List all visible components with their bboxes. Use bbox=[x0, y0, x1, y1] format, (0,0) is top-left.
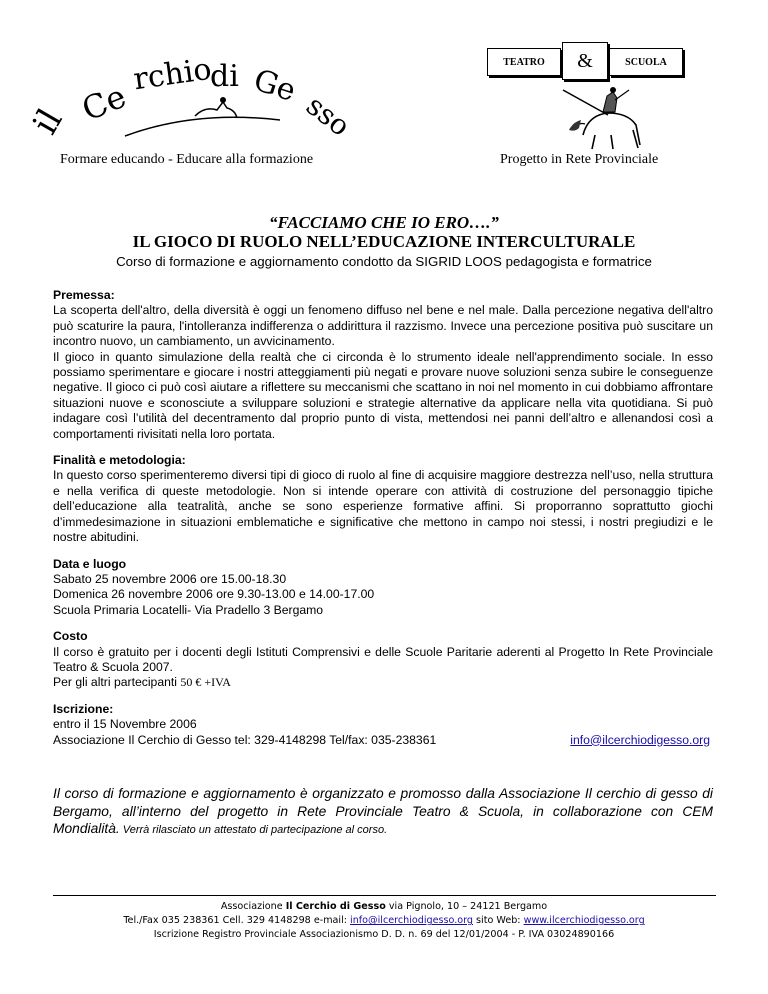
scuola-box: SCUOLA bbox=[609, 48, 683, 76]
section-heading: Costo bbox=[53, 629, 88, 644]
svg-text:sso: sso bbox=[300, 88, 357, 143]
deadline-line: entro il 15 Novembre 2006 bbox=[53, 717, 197, 732]
teatro-scuola-badge bbox=[487, 48, 682, 76]
project-label: Progetto in Rete Provinciale bbox=[500, 152, 659, 167]
teatro-box: TEATRO bbox=[487, 48, 561, 76]
footer bbox=[0, 900, 768, 943]
footer-phone: Tel./Fax 035 238361 Cell. 329 4148298 e-mail: bbox=[123, 915, 351, 927]
svg-text:Ge: Ge bbox=[249, 62, 300, 109]
price-value: 50 € +IVA bbox=[180, 675, 231, 690]
section-heading: Data e luogo bbox=[53, 556, 127, 571]
closing-note bbox=[53, 785, 713, 840]
cerchio-di-gesso-logo bbox=[25, 48, 357, 148]
paragraph: Il corso è gratuito per i docenti degli Istituti Comprensivi e delle Scuole Paritarie aderenti al Progetto In Rete Provinciale Teatro & Scuola 2007. bbox=[53, 644, 713, 674]
price-line bbox=[53, 675, 713, 690]
closing-main: Il corso di formazione e aggiornamento è organizzato e promosso dalla Associazione Il cerchio di gesso di Bergamo, all’interno del progetto in Rete Provinciale Teatro & Scuola, in collaborazione con CEM Mondialità. bbox=[53, 786, 713, 837]
section-iscrizione bbox=[53, 702, 713, 748]
footer-site-label: sito Web: bbox=[473, 915, 524, 927]
section-costo bbox=[53, 629, 713, 691]
footer-website-link[interactable]: www.ilcerchiodigesso.org bbox=[523, 915, 645, 927]
paragraph: Il gioco in quanto simulazione della realtà che ci circonda è lo strumento ideale nell'apprendimento sociale. In esso possiamo sperimentare e giocare i nostri atteggiamenti più negati e provare nuove soluzioni senza subire le conseguenze negative. Il gioco ci può così aiutare a riflettere su meccanismi che scattano in noi nel momento in cui dobbiamo affrontare situazioni nuove e sconosciute a sviluppare soluzioni e strategie alternative da applicare nella vita quotidiana. Si può indagare così l’utilità del decentramento dal proprio punto di vista, mettendosi nei panni dell’altro e allenandosi così a comportamenti rivisitati nella loro portata. bbox=[53, 349, 713, 441]
don-quixote-illustration-icon bbox=[553, 80, 653, 150]
email-link[interactable]: info@ilcerchiodigesso.org bbox=[570, 732, 710, 747]
section-heading: Finalità e metodologia: bbox=[53, 453, 186, 468]
paragraph: La scoperta dell'altro, della diversità è oggi un fenomeno diffuso nel bene e nel male. Dalla percezione negativa dell'altro può scaturire la paura, l'intolleranza indifferenza o addirittura il razzismo. Invece una percezione positiva può suscitare un incontro nuovo, un cambiamento, un avvicinamento. bbox=[53, 303, 713, 349]
section-finalita bbox=[53, 453, 713, 545]
date-line: Domenica 26 novembre 2006 ore 9.30-13.00 e 14.00-17.00 bbox=[53, 587, 375, 602]
section-heading: Iscrizione: bbox=[53, 701, 114, 716]
footer-divider bbox=[53, 895, 716, 896]
section-heading: Premessa: bbox=[53, 288, 115, 302]
ampersand-box: & bbox=[562, 42, 608, 80]
tagline: Formare educando - Educare alla formazione bbox=[60, 152, 314, 167]
date-line: Sabato 25 novembre 2006 ore 15.00-18.30 bbox=[53, 571, 287, 586]
svg-text:rchio: rchio bbox=[131, 51, 214, 98]
price-prefix: Per gli altri partecipanti bbox=[53, 675, 181, 690]
footer-email-link[interactable]: info@ilcerchiodigesso.org bbox=[350, 915, 473, 927]
subtitle: Corso di formazione e aggiornamento condotto da SIGRID LOOS pedagogista e formatrice bbox=[116, 254, 652, 269]
svg-text:Ce: Ce bbox=[76, 77, 132, 129]
contact-line bbox=[53, 733, 713, 748]
main-content bbox=[53, 288, 713, 759]
paragraph: In questo corso sperimenteremo diversi tipi di gioco di ruolo al fine di acquisire maggiore destrezza nell’uso, nella struttura e nella verifica di queste metodologie. Non si intende operare con attività di costruzione del personaggio tipiche dell’educazione alla teatralità, anche se sono esperienze formative affini. Si proporranno soprattutto giochi d’immedesimazione in situazioni emblematiche e significative che mettono in campo noi stessi, i nostri pregiudizi e le nostre abitudini. bbox=[53, 468, 713, 545]
contact-text: Associazione Il Cerchio di Gesso tel: 329-4148298 Tel/fax: 035-238361 bbox=[53, 732, 437, 747]
footer-line-2 bbox=[0, 914, 768, 928]
title-secondary: IL GIOCO DI RUOLO NELL’EDUCAZIONE INTERCULTURALE bbox=[132, 232, 636, 251]
footer-line-1 bbox=[0, 900, 768, 914]
title-main: “FACCIAMO CHE IO ERO….” bbox=[269, 213, 499, 232]
footer-text: Associazione bbox=[220, 901, 286, 912]
section-data-luogo bbox=[53, 557, 713, 619]
footer-line-3: Iscrizione Registro Provinciale Associazionismo D. D. n. 69 del 12/01/2004 - P. IVA 03024890166 bbox=[153, 929, 615, 941]
closing-small: Verrà rilasciato un attestato di partecipazione al corso. bbox=[119, 824, 388, 837]
section-premessa bbox=[53, 288, 713, 442]
footer-address: via Pignolo, 10 – 24121 Bergamo bbox=[385, 901, 548, 912]
location-line: Scuola Primaria Locatelli- Via Pradello 3 Bergamo bbox=[53, 602, 324, 617]
footer-org-name: Il Cerchio di Gesso bbox=[285, 901, 386, 912]
svg-text:di: di bbox=[210, 59, 239, 94]
svg-text:il: il bbox=[25, 102, 71, 142]
